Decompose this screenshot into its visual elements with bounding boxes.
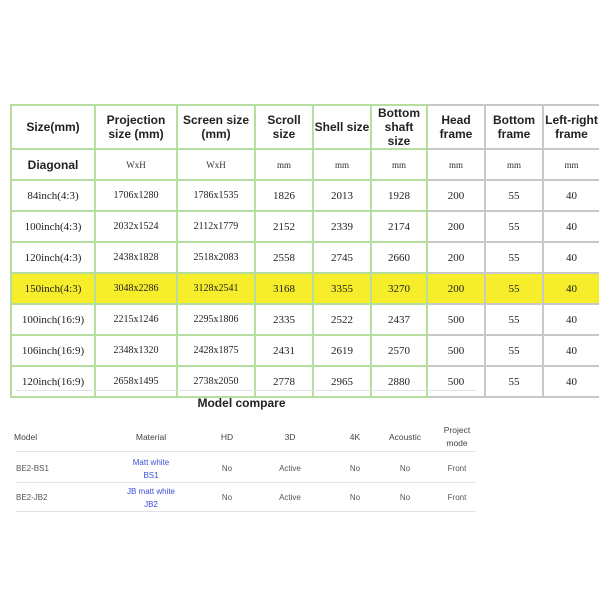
size-cell: 2032x1524	[95, 211, 177, 242]
size-cell: 200	[427, 273, 485, 304]
compare-row2-material	[108, 485, 194, 511]
size-cell: 2738x2050	[177, 366, 255, 397]
compare-header-3d: 3D	[284, 432, 296, 442]
size-row	[11, 211, 599, 242]
size-cell: 2658x1495	[95, 366, 177, 397]
size-cell: 2112x1779	[177, 211, 255, 242]
size-cell: 2965	[313, 366, 371, 397]
material-name: JB matt white	[126, 487, 175, 496]
compare-row1-4k: No	[349, 464, 361, 473]
size-row	[11, 180, 599, 211]
size-row	[11, 304, 599, 335]
compare-row1-acoustic: No	[399, 464, 411, 473]
unit-cell: mm	[371, 149, 427, 180]
unit-cell: Diagonal	[11, 149, 95, 180]
size-cell: 2438x1828	[95, 242, 177, 273]
size-cell: 2570	[371, 335, 427, 366]
compare-header-project-mode: Project mode	[443, 425, 471, 448]
header-row	[11, 105, 599, 149]
size-cell: 2431	[255, 335, 313, 366]
size-rows	[11, 180, 599, 397]
material-code: BS1	[143, 471, 159, 480]
size-cell: 150inch(4:3)	[11, 273, 95, 304]
unit-cell: mm	[485, 149, 543, 180]
unit-cell: mm	[427, 149, 485, 180]
size-cell: 1928	[371, 180, 427, 211]
compare-header-4k: 4K	[349, 432, 361, 442]
size-cell: 200	[427, 211, 485, 242]
compare-row1-hd: No	[221, 464, 233, 473]
header-head-frame: Head frame	[427, 105, 485, 149]
compare-header-model: Model	[14, 432, 38, 442]
size-cell: 40	[543, 366, 599, 397]
size-cell: 1706x1280	[95, 180, 177, 211]
divider	[16, 451, 476, 452]
size-cell: 500	[427, 366, 485, 397]
size-cell: 3270	[371, 273, 427, 304]
size-cell: 84inch(4:3)	[11, 180, 95, 211]
size-row	[11, 366, 599, 397]
size-cell: 55	[485, 335, 543, 366]
size-cell: 40	[543, 335, 599, 366]
compare-row2-3d: Active	[279, 493, 301, 502]
size-cell: 55	[485, 242, 543, 273]
size-cell: 2522	[313, 304, 371, 335]
size-table	[10, 104, 599, 398]
size-row	[11, 273, 599, 304]
compare-row1-model: BE2-BS1	[16, 464, 49, 473]
compare-header-hd: HD	[220, 432, 234, 442]
size-cell: 500	[427, 335, 485, 366]
header-shell-size: Shell size	[313, 105, 371, 149]
size-cell: 3048x2286	[95, 273, 177, 304]
size-cell: 2339	[313, 211, 371, 242]
divider	[16, 482, 476, 483]
size-cell: 2215x1246	[95, 304, 177, 335]
size-cell: 2558	[255, 242, 313, 273]
unit-cell: WxH	[177, 149, 255, 180]
size-row	[11, 242, 599, 273]
size-cell: 100inch(4:3)	[11, 211, 95, 242]
size-cell: 40	[543, 304, 599, 335]
size-cell: 1826	[255, 180, 313, 211]
size-cell: 2348x1320	[95, 335, 177, 366]
size-cell: 1786x1535	[177, 180, 255, 211]
size-cell: 55	[485, 304, 543, 335]
size-cell: 2295x1806	[177, 304, 255, 335]
size-cell: 2174	[371, 211, 427, 242]
compare-header-material: Material	[135, 432, 167, 442]
size-cell: 2152	[255, 211, 313, 242]
compare-row2-project-mode: Front	[447, 493, 467, 502]
size-cell: 2745	[313, 242, 371, 273]
size-cell: 120inch(4:3)	[11, 242, 95, 273]
unit-cell: mm	[543, 149, 599, 180]
compare-row2-model: BE2-JB2	[16, 493, 48, 502]
unit-cell: WxH	[95, 149, 177, 180]
compare-row2-4k: No	[349, 493, 361, 502]
size-cell: 55	[485, 211, 543, 242]
divider	[16, 511, 476, 512]
size-cell: 2619	[313, 335, 371, 366]
size-cell: 2013	[313, 180, 371, 211]
size-cell: 2335	[255, 304, 313, 335]
size-row	[11, 335, 599, 366]
compare-row1-material	[112, 456, 190, 482]
size-cell: 40	[543, 180, 599, 211]
model-compare-title: Model compare	[197, 396, 286, 410]
size-cell: 3355	[313, 273, 371, 304]
size-cell: 200	[427, 180, 485, 211]
size-cell: 3128x2541	[177, 273, 255, 304]
divider	[16, 390, 476, 391]
material-name: Matt white	[132, 458, 170, 467]
header-size: Size(mm)	[11, 105, 95, 149]
unit-cell: mm	[255, 149, 313, 180]
size-cell: 40	[543, 273, 599, 304]
size-cell: 2660	[371, 242, 427, 273]
size-cell: 3168	[255, 273, 313, 304]
header-projection-size: Projection size (mm)	[95, 105, 177, 149]
size-cell: 100inch(16:9)	[11, 304, 95, 335]
compare-row1-project-mode: Front	[447, 464, 467, 473]
size-cell: 106inch(16:9)	[11, 335, 95, 366]
compare-header-acoustic: Acoustic	[388, 432, 422, 442]
size-cell: 2880	[371, 366, 427, 397]
header-screen-size: Screen size (mm)	[177, 105, 255, 149]
size-cell: 200	[427, 242, 485, 273]
header-bottom-frame: Bottom frame	[485, 105, 543, 149]
size-cell: 2437	[371, 304, 427, 335]
header-left-right-frame: Left-right frame	[543, 105, 599, 149]
unit-cell: mm	[313, 149, 371, 180]
compare-row2-hd: No	[221, 493, 233, 502]
compare-row2-acoustic: No	[399, 493, 411, 502]
size-cell: 55	[485, 180, 543, 211]
size-cell: 2428x1875	[177, 335, 255, 366]
size-cell: 55	[485, 366, 543, 397]
compare-row1-3d: Active	[279, 464, 301, 473]
size-cell: 500	[427, 304, 485, 335]
units-row	[11, 149, 599, 180]
size-cell: 120inch(16:9)	[11, 366, 95, 397]
size-cell: 40	[543, 211, 599, 242]
size-cell: 40	[543, 242, 599, 273]
size-cell: 2518x2083	[177, 242, 255, 273]
header-bottom-shaft-size: Bottom shaft size	[371, 105, 427, 149]
material-code: JB2	[144, 500, 158, 509]
header-scroll-size: Scroll size	[255, 105, 313, 149]
size-cell: 55	[485, 273, 543, 304]
size-cell: 2778	[255, 366, 313, 397]
